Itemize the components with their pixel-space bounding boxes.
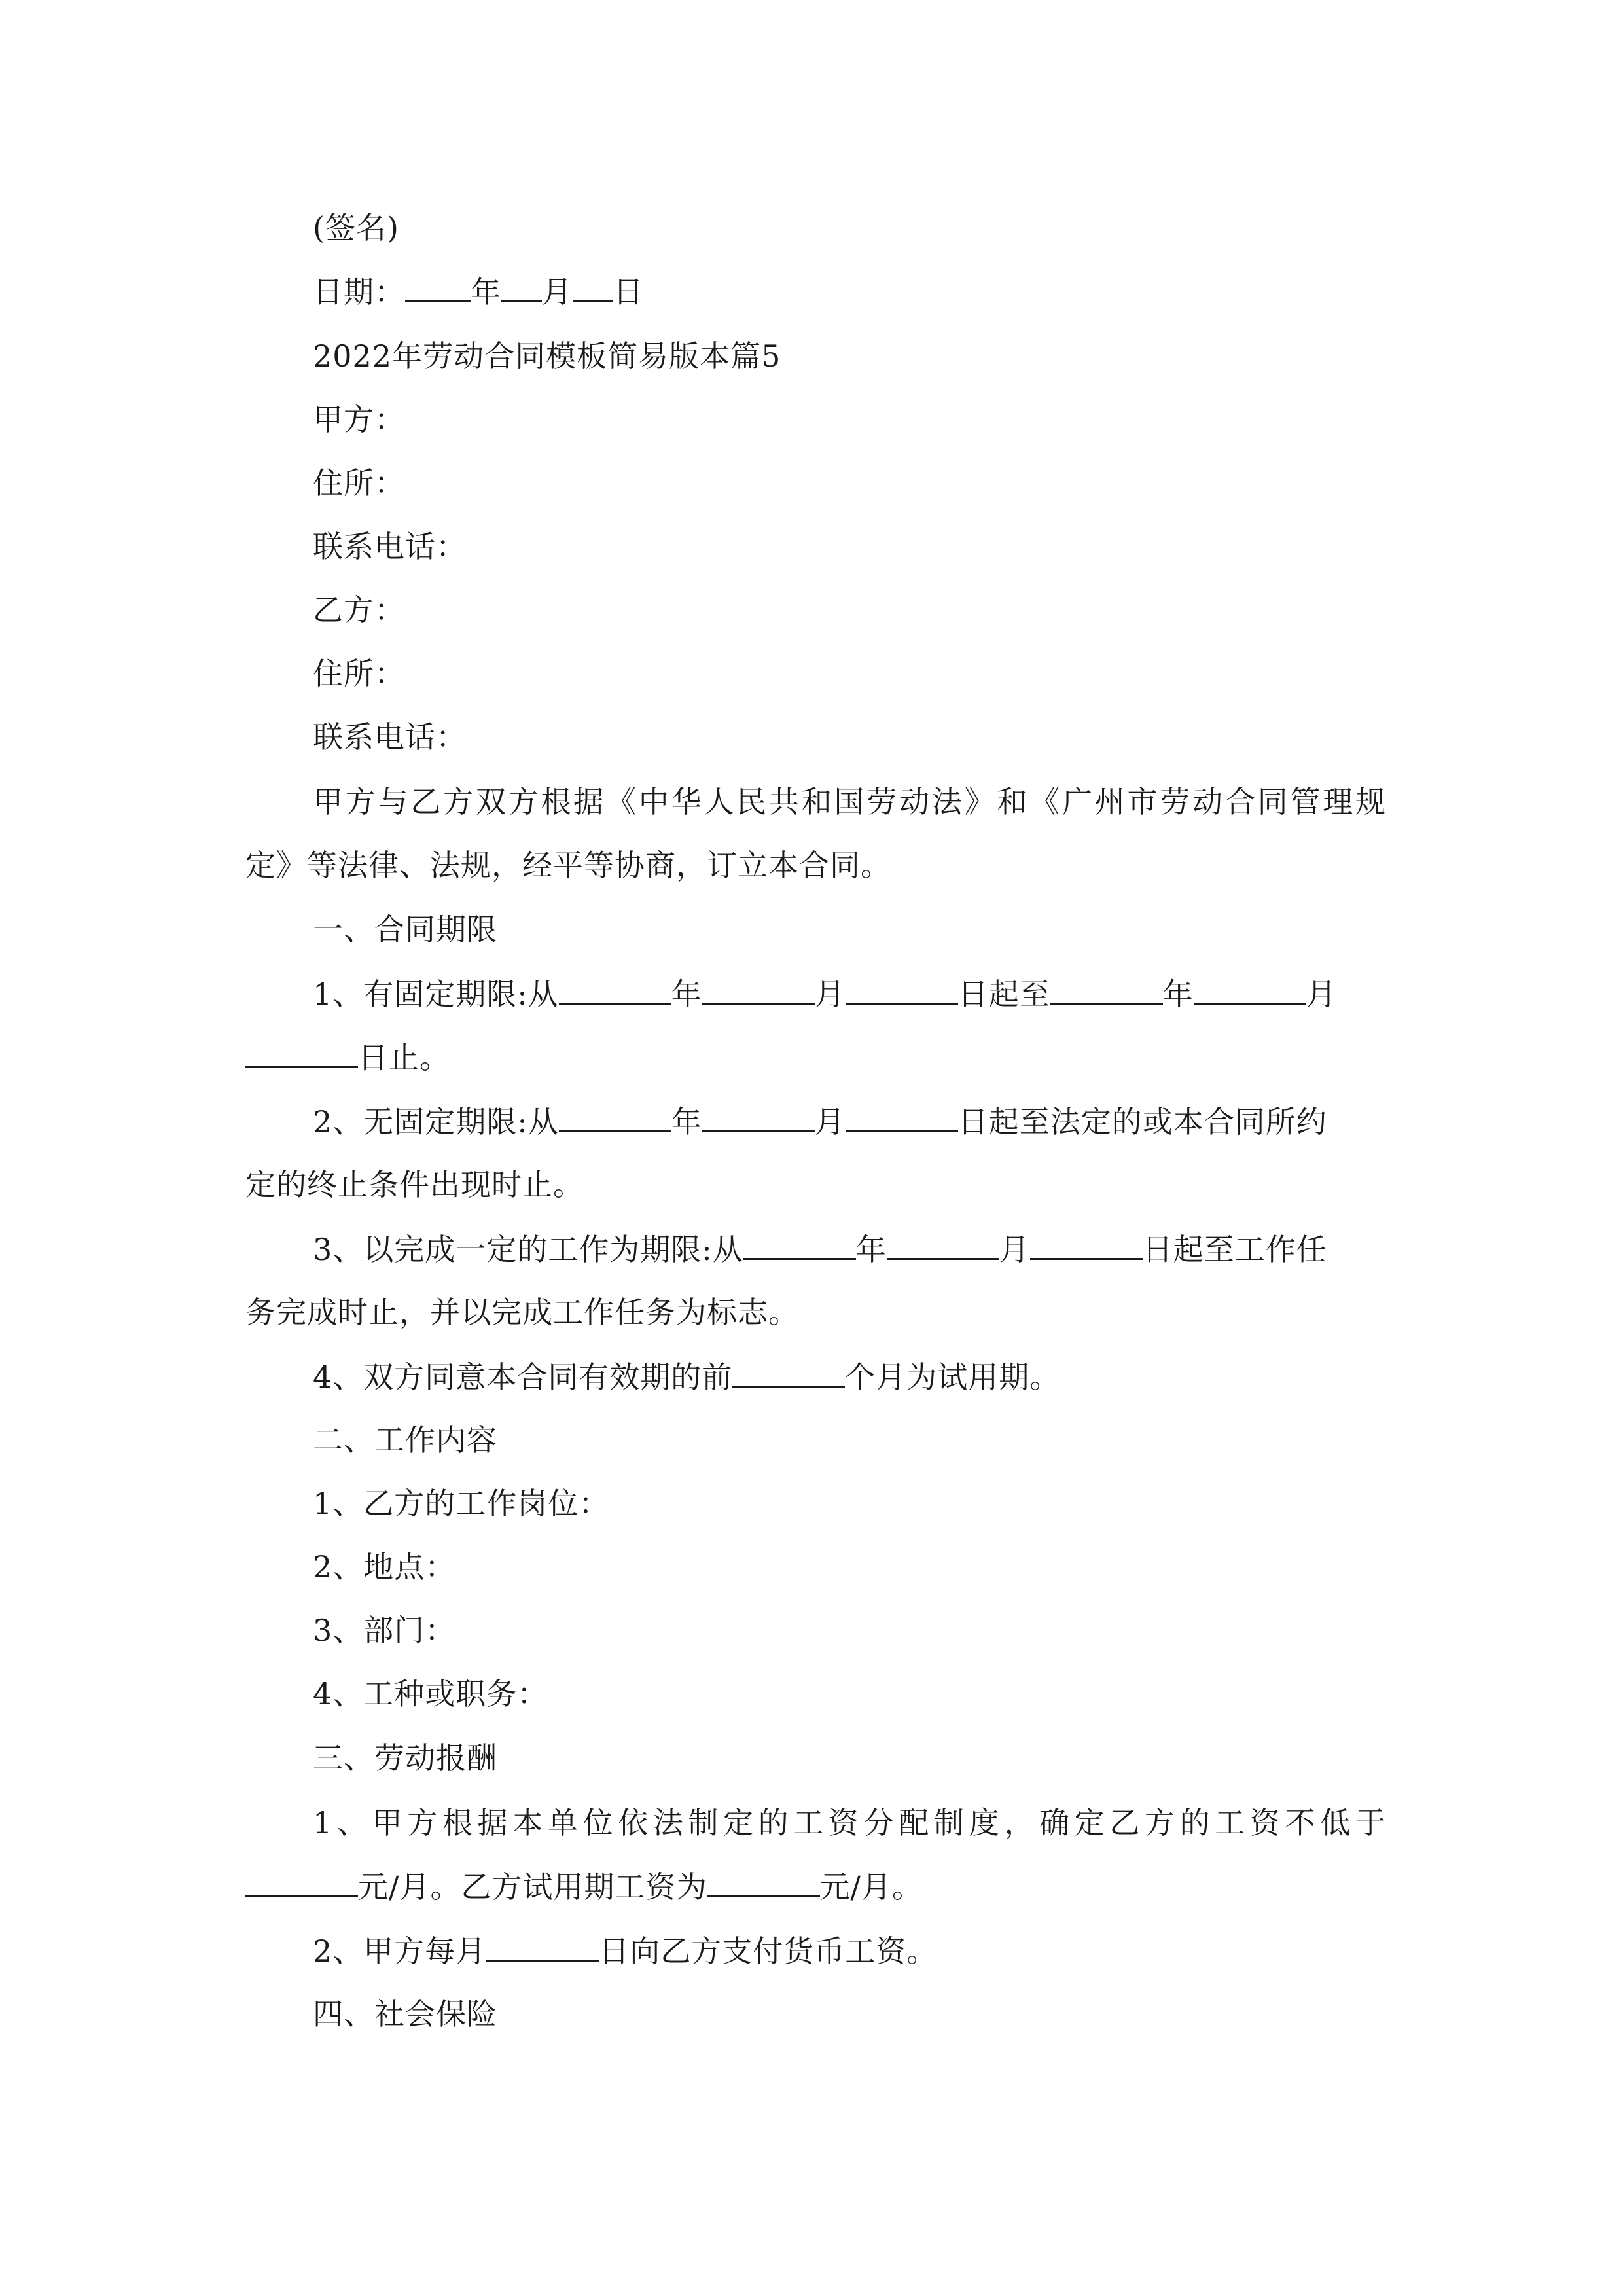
probation-line (313, 1357, 1386, 1396)
term-open-line-2: 定的终止条件出现时止。 (245, 1167, 584, 1202)
date-label: 日期： (313, 274, 405, 310)
salary-line-1: 1、甲方根据本单位依法制定的工资分配制度，确定乙方的工资不低于 (313, 1805, 1386, 1840)
year-label: 年 (471, 274, 501, 310)
year-label: 年 (855, 1232, 887, 1267)
payday-blank (486, 1931, 599, 1962)
task-start-day-blank (1030, 1229, 1143, 1260)
term-task-line-1 (313, 1229, 1386, 1268)
job-position-label: 1、乙方的工作岗位： (313, 1486, 610, 1521)
party-b-address-label: 住所： (313, 656, 405, 691)
term-open-line-1 (313, 1102, 1386, 1141)
month-blank (501, 272, 542, 302)
term-fixed-end: 日止。 (358, 1040, 450, 1075)
day-label: 日 (613, 274, 644, 310)
task-start-month-blank (887, 1229, 999, 1260)
day-blank (573, 272, 613, 302)
fixed-end-day-blank (245, 1037, 358, 1068)
probation-end: 个月为试用期。 (845, 1359, 1061, 1395)
open-start-year-blank (559, 1102, 671, 1132)
contract-title: 2022年劳动合同模板简易版本篇5 (313, 338, 781, 374)
signature-date (313, 272, 1386, 311)
signature-label: (签名) (313, 210, 399, 245)
salary-line-2 (245, 1867, 1384, 1906)
term-task-prefix: 3、以完成一定的工作为期限:从 (313, 1232, 743, 1267)
section-4-heading: 四、社会保险 (313, 1996, 497, 2032)
probation-salary-blank (707, 1867, 820, 1897)
section-2-heading: 二、工作内容 (313, 1422, 497, 1458)
department-label: 3、部门： (313, 1613, 456, 1648)
month-label: 月 (814, 1104, 846, 1139)
payday-line (313, 1931, 1386, 1970)
fixed-start-day-blank (846, 974, 958, 1005)
preamble-line-1: 甲方与乙方双方根据《中华人民共和国劳动法》和《广州市劳动合同管理规 (313, 784, 1386, 819)
open-start-day-blank (846, 1102, 958, 1132)
year-label: 年 (671, 1104, 702, 1139)
job-type-label: 4、工种或职务： (313, 1676, 548, 1712)
task-start-year-blank (743, 1229, 856, 1260)
party-b-label: 乙方： (313, 592, 405, 628)
open-start-month-blank (702, 1102, 815, 1132)
fixed-end-month-blank (1194, 974, 1306, 1005)
salary-blank (245, 1867, 358, 1897)
month-label: 月 (542, 274, 573, 310)
party-b-phone-label: 联系电话： (313, 719, 467, 755)
term-fixed-prefix: 1、有固定期限:从 (313, 977, 559, 1012)
month-label: 月 (814, 977, 846, 1012)
fixed-start-year-blank (559, 974, 671, 1005)
probation-months-blank (732, 1357, 845, 1388)
salary-unit: 元/月。乙方试用期工资为 (358, 1869, 707, 1905)
party-a-label: 甲方： (313, 402, 405, 437)
term-open-prefix: 2、无固定期限:从 (313, 1104, 559, 1139)
location-label: 2、地点： (313, 1549, 456, 1585)
payday-prefix: 2、甲方每月 (313, 1933, 487, 1969)
year-blank (405, 272, 471, 302)
fixed-start-month-blank (702, 974, 815, 1005)
party-a-phone-label: 联系电话： (313, 529, 467, 564)
probation-prefix: 4、双方同意本合同有效期的前 (313, 1359, 733, 1395)
year-label: 年 (671, 977, 702, 1012)
preamble-line-2: 定》等法律、法规，经平等协商，订立本合同。 (245, 848, 891, 883)
term-open-mid: 日起至法定的或本合同所约 (957, 1104, 1327, 1139)
day-until-label: 日起至 (957, 977, 1050, 1012)
section-3-heading: 三、劳动报酬 (313, 1740, 497, 1776)
month-label: 月 (999, 1232, 1030, 1267)
fixed-end-year-blank (1050, 974, 1163, 1005)
party-a-address-label: 住所： (313, 465, 405, 501)
month-label: 月 (1306, 977, 1337, 1012)
term-task-mid: 日起至工作任 (1142, 1232, 1327, 1267)
payday-end: 日向乙方支付货币工资。 (599, 1933, 938, 1969)
section-1-heading: 一、合同期限 (313, 912, 497, 947)
term-fixed-line-2 (245, 1037, 1384, 1077)
term-fixed-line-1 (313, 974, 1386, 1013)
year-label: 年 (1162, 977, 1194, 1012)
term-task-line-2: 务完成时止，并以完成工作任务为标志。 (245, 1295, 799, 1330)
probation-salary-unit: 元/月。 (819, 1869, 923, 1905)
